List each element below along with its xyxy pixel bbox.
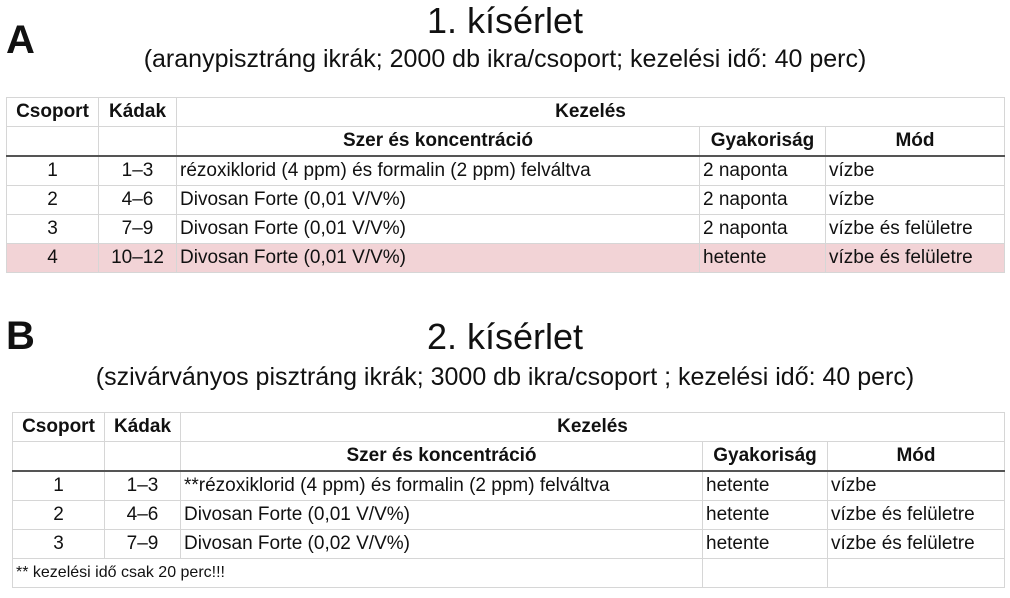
table-row (7, 156, 1005, 186)
cell-kadak: 1–3 (99, 156, 177, 186)
cell-szer: rézoxiklorid (4 ppm) és formalin (2 ppm) felváltva (177, 156, 700, 186)
experiment-1-title: 1. kísérlet (426, 0, 584, 41)
cell-szer: Divosan Forte (0,01 V/V%) (177, 244, 700, 273)
cell-kadak: 7–9 (99, 215, 177, 244)
table-row (7, 215, 1005, 244)
col-header-mod: Mód (828, 442, 1005, 472)
cell-csoport: 1 (7, 156, 99, 186)
cell-kadak: 4–6 (105, 501, 181, 530)
cell-mod: vízbe (828, 471, 1005, 501)
subheader-row (13, 442, 1005, 472)
cell-csoport: 2 (13, 501, 105, 530)
cell-mod: vízbe (826, 186, 1005, 215)
footnote-row (13, 559, 1005, 588)
col-header-csoport: Csoport (13, 413, 105, 442)
cell-csoport: 3 (7, 215, 99, 244)
table-row (13, 471, 1005, 501)
table-row (13, 530, 1005, 559)
col-header-kezeles: Kezelés (181, 413, 1005, 442)
col-header-gyakorisag: Gyakoriság (700, 127, 826, 157)
cell-mod: vízbe és felületre (828, 501, 1005, 530)
cell-kadak: 7–9 (105, 530, 181, 559)
col-header-csoport: Csoport (7, 98, 99, 127)
panel-b-letter: B (6, 314, 35, 358)
cell-kadak: 1–3 (105, 471, 181, 501)
cell-mod: vízbe és felületre (826, 215, 1005, 244)
header-row (7, 98, 1005, 127)
cell-csoport: 2 (7, 186, 99, 215)
cell-szer: Divosan Forte (0,01 V/V%) (177, 186, 700, 215)
cell-gyakorisag: hetente (703, 501, 828, 530)
cell-szer: Divosan Forte (0,02 V/V%) (181, 530, 703, 559)
panel-a-letter: A (6, 18, 35, 62)
experiment-1-subtitle: (aranypisztráng ikrák; 2000 db ikra/csoport; kezelési idő: 40 perc) (143, 45, 867, 73)
cell-gyakorisag: 2 naponta (700, 186, 826, 215)
col-header-kezeles: Kezelés (177, 98, 1005, 127)
col-header-kadak: Kádak (105, 413, 181, 442)
cell-kadak: 10–12 (99, 244, 177, 273)
cell-szer: **rézoxiklorid (4 ppm) és formalin (2 ppm) felváltva (181, 471, 703, 501)
cell-csoport: 1 (13, 471, 105, 501)
table-row (7, 186, 1005, 215)
header-row (13, 413, 1005, 442)
cell-mod: vízbe és felületre (828, 530, 1005, 559)
experiment-1-table (6, 97, 1005, 273)
cell-gyakorisag: hetente (703, 471, 828, 501)
cell-gyakorisag: 2 naponta (700, 215, 826, 244)
cell-mod: vízbe és felületre (826, 244, 1005, 273)
col-header-szer: Szer és koncentráció (177, 127, 700, 157)
subheader-row (7, 127, 1005, 157)
cell-gyakorisag: 2 naponta (700, 156, 826, 186)
experiment-2-table (12, 412, 1005, 588)
cell-csoport: 3 (13, 530, 105, 559)
cell-gyakorisag: hetente (703, 530, 828, 559)
experiment-2-title: 2. kísérlet (426, 316, 584, 357)
table-row (13, 501, 1005, 530)
col-header-szer: Szer és koncentráció (181, 442, 703, 472)
cell-szer: Divosan Forte (0,01 V/V%) (177, 215, 700, 244)
cell-csoport: 4 (7, 244, 99, 273)
table-row-highlighted (7, 244, 1005, 273)
cell-kadak: 4–6 (99, 186, 177, 215)
cell-szer: Divosan Forte (0,01 V/V%) (181, 501, 703, 530)
col-header-gyakorisag: Gyakoriság (703, 442, 828, 472)
experiment-2-subtitle: (szivárványos pisztráng ikrák; 3000 db ikra/csoport ; kezelési idő: 40 perc) (95, 363, 915, 391)
col-header-kadak: Kádak (99, 98, 177, 127)
footnote: ** kezelési idő csak 20 perc!!! (13, 559, 703, 588)
cell-mod: vízbe (826, 156, 1005, 186)
cell-gyakorisag: hetente (700, 244, 826, 273)
col-header-mod: Mód (826, 127, 1005, 157)
